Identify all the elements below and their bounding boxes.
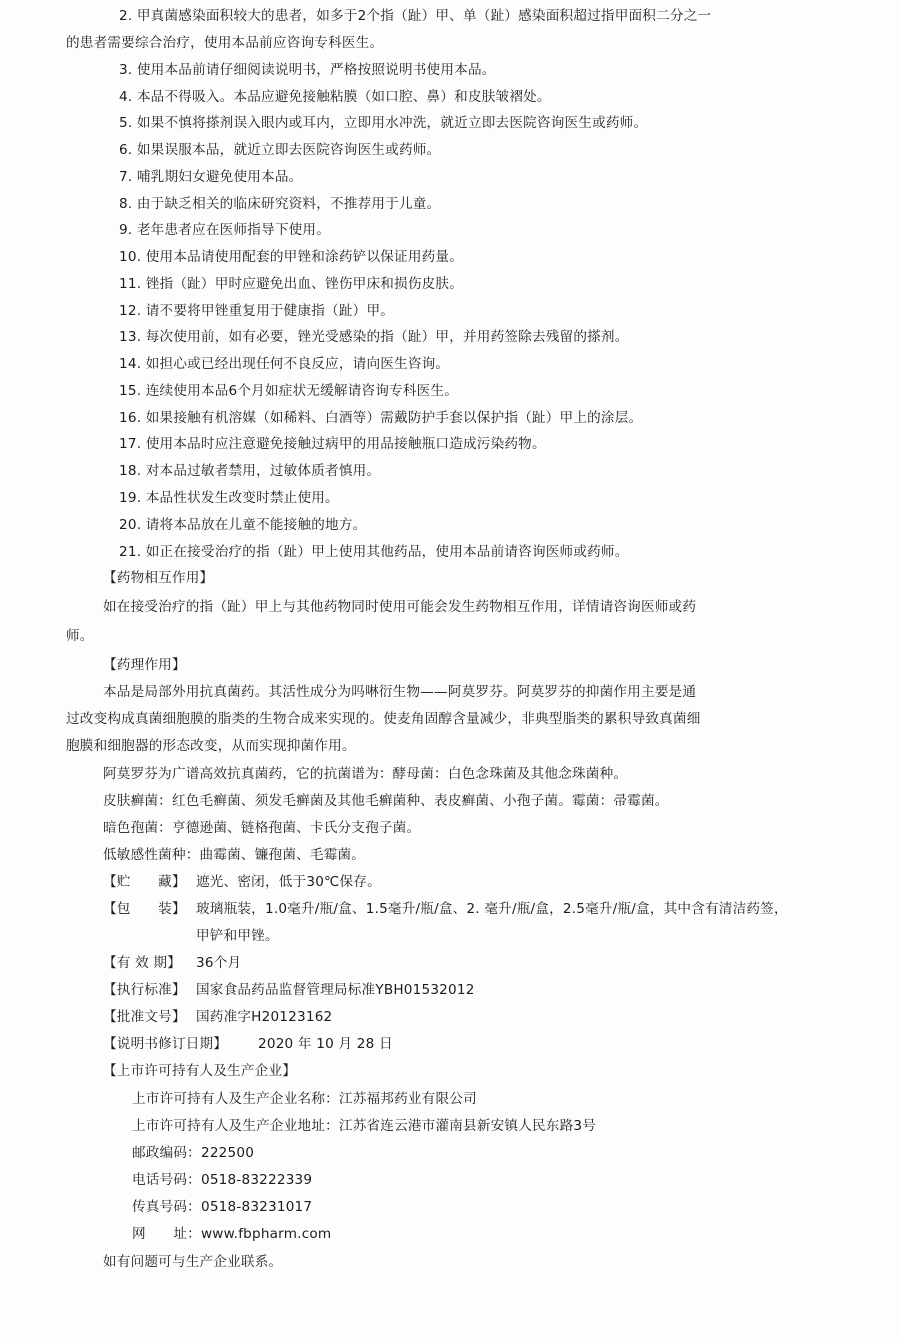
precaution-item: 2. 甲真菌感染面积较大的患者，如多于2个指（趾）甲、单（趾）感染面积超过指甲面积二分之一 (119, 8, 712, 24)
precaution-item: 15. 连续使用本品6个月如症状无缓解请咨询专科医生。 (119, 383, 459, 399)
storage-label: 【贮 藏】 (103, 874, 186, 890)
standard-label: 【执行标准】 (103, 982, 186, 998)
pharmacology-text: 本品是局部外用抗真菌药。其活性成分为吗啉衍生物——阿莫罗芬。阿莫罗芬的抑菌作用主要是通 (103, 684, 697, 700)
precaution-item: 19. 本品性状发生改变时禁止使用。 (119, 490, 339, 506)
manufacturer-heading: 【上市许可持有人及生产企业】 (103, 1063, 297, 1079)
manufacturer-name: 上市许可持有人及生产企业名称：江苏福邦药业有限公司 (132, 1091, 477, 1107)
precaution-item: 9. 老年患者应在医师指导下使用。 (119, 222, 331, 238)
low-sensitivity-strains: 低敏感性菌种：曲霉菌、镰孢菌、毛霉菌。 (103, 847, 366, 863)
manufacturer-postcode: 邮政编码：222500 (132, 1145, 255, 1161)
approval-value: 国药准字H20123162 (196, 1009, 333, 1025)
dermatophytes: 皮肤癣菌：红色毛癣菌、须发毛癣菌及其他毛癣菌种、表皮癣菌、小孢子菌。霉菌：帚霉菌。 (103, 793, 669, 809)
approval-label: 【批准文号】 (103, 1009, 186, 1025)
precaution-item: 6. 如果误服本品，就近立即去医院咨询医生或药师。 (119, 142, 441, 158)
precaution-item: 7. 哺乳期妇女避免使用本品。 (119, 169, 303, 185)
precaution-item: 18. 对本品过敏者禁用，过敏体质者慎用。 (119, 463, 381, 479)
precaution-item: 12. 请不要将甲锉重复用于健康指（趾）甲。 (119, 303, 395, 319)
contact-note: 如有问题可与生产企业联系。 (103, 1254, 283, 1270)
precaution-item: 5. 如果不慎将搽剂误入眼内或耳内，立即用水冲洗，就近立即去医院咨询医生或药师。 (119, 115, 648, 131)
shelf-life-value: 36个月 (196, 955, 242, 971)
precaution-item: 10. 使用本品请使用配套的甲锉和涂药铲以保证用药量。 (119, 249, 463, 265)
manufacturer-website: 网 址：www.fbpharm.com (132, 1226, 332, 1242)
manufacturer-address: 上市许可持有人及生产企业地址：江苏省连云港市灌南县新安镇人民东路3号 (132, 1118, 597, 1134)
storage-value: 遮光、密闭，低于30℃保存。 (196, 874, 381, 890)
pharmacology-heading: 【药理作用】 (103, 657, 186, 673)
precaution-item: 4. 本品不得吸入。本品应避免接触粘膜（如口腔、鼻）和皮肤皱褶处。 (119, 89, 551, 105)
manufacturer-phone: 电话号码：0518-83222339 (132, 1172, 313, 1188)
packaging-value: 玻璃瓶装，1.0毫升/瓶/盒、1.5毫升/瓶/盒、2. 毫升/瓶/盒，2.5毫升/瓶/盒，其中含有清洁药签， (196, 901, 788, 917)
pharmacology-text: 胞膜和细胞器的形态改变，从而实现抑菌作用。 (66, 738, 356, 754)
precaution-item: 20. 请将本品放在儿童不能接触的地方。 (119, 517, 367, 533)
precaution-item: 3. 使用本品前请仔细阅读说明书，严格按照说明书使用本品。 (119, 62, 496, 78)
packaging-label: 【包 装】 (103, 901, 186, 917)
interactions-text: 如在接受治疗的指（趾）甲上与其他药物同时使用可能会发生药物相互作用，详情请咨询医师或药 (103, 599, 697, 615)
shelf-life-label: 【有 效 期】 (103, 955, 182, 971)
precaution-item: 17. 使用本品时应注意避免接触过病甲的用品接触瓶口造成污染药物。 (119, 436, 546, 452)
packaging-value-cont: 甲铲和甲锉。 (196, 928, 279, 944)
precaution-item: 14. 如担心或已经出现任何不良反应，请向医生咨询。 (119, 356, 450, 372)
precaution-item: 8. 由于缺乏相关的临床研究资料，不推荐用于儿童。 (119, 196, 441, 212)
dematiaceous-fungi: 暗色孢菌：亨德逊菌、链格孢菌、卡氏分支孢子菌。 (103, 820, 421, 836)
revision-label: 【说明书修订日期】 (103, 1036, 228, 1052)
precaution-item-cont: 的患者需要综合治疗，使用本品前应咨询专科医生。 (66, 35, 384, 51)
revision-value: 2020 年 10 月 28 日 (258, 1036, 393, 1052)
precaution-item: 11. 锉指（趾）甲时应避免出血、锉伤甲床和损伤皮肤。 (119, 276, 463, 292)
interactions-heading: 【药物相互作用】 (103, 570, 214, 586)
manufacturer-fax: 传真号码：0518-83231017 (132, 1199, 313, 1215)
interactions-text-cont: 师。 (66, 628, 94, 644)
precaution-item: 16. 如果接触有机溶媒（如稀料、白酒等）需戴防护手套以保护指（趾）甲上的涂层。 (119, 410, 643, 426)
antifungal-spectrum: 阿莫罗芬为广谱高效抗真菌药，它的抗菌谱为：酵母菌：白色念珠菌及其他念珠菌种。 (103, 766, 628, 782)
precaution-item: 21. 如正在接受治疗的指（趾）甲上使用其他药品，使用本品前请咨询医师或药师。 (119, 544, 629, 560)
standard-value: 国家食品药品监督管理局标准YBH01532012 (196, 982, 475, 998)
precaution-item: 13. 每次使用前，如有必要，锉光受感染的指（趾）甲，并用药签除去残留的搽剂。 (119, 329, 629, 345)
pharmacology-text: 过改变构成真菌细胞膜的脂类的生物合成来实现的。使麦角固醇含量减少，非典型脂类的累积导致真菌细 (66, 711, 701, 727)
